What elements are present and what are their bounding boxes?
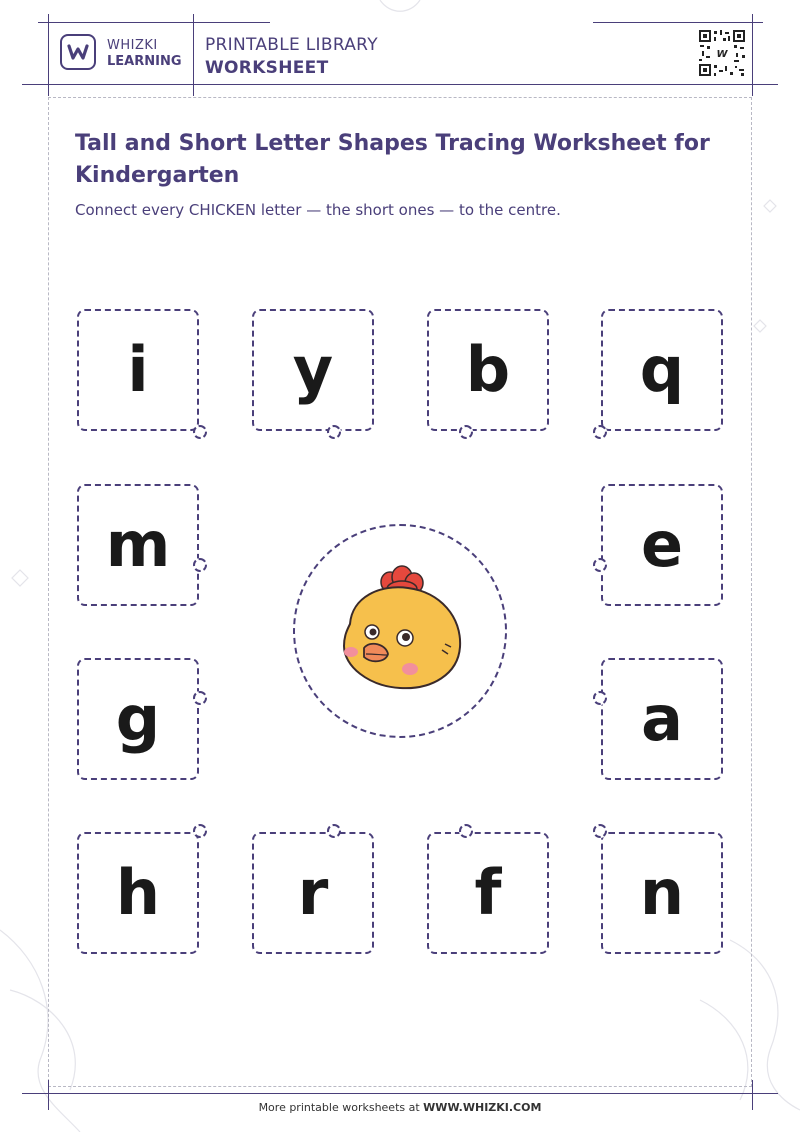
footer-rule — [22, 1093, 778, 1094]
footer — [0, 1101, 800, 1114]
footer-text: More printable worksheets at — [258, 1101, 420, 1114]
letter: m — [105, 508, 171, 581]
connector-dot[interactable] — [193, 425, 207, 439]
library-label: PRINTABLE LIBRARY — [205, 35, 378, 55]
connector-dot[interactable] — [593, 558, 607, 572]
header-rule-right — [752, 14, 753, 96]
connector-dot[interactable] — [193, 558, 207, 572]
footer-link[interactable]: WWW.WHIZKI.COM — [423, 1101, 542, 1114]
letter: n — [639, 856, 685, 929]
letter: b — [465, 333, 511, 406]
letter: e — [640, 508, 684, 581]
connector-dot[interactable] — [327, 425, 341, 439]
letter: h — [115, 856, 161, 929]
letter: y — [292, 333, 334, 406]
letter: r — [297, 856, 329, 929]
connector-dot[interactable] — [593, 691, 607, 705]
brand-name: WHIZKI — [107, 38, 158, 53]
letter: g — [115, 682, 161, 755]
qr-code-icon[interactable] — [697, 28, 747, 78]
connector-dot[interactable] — [459, 425, 473, 439]
header-rule-top-left — [38, 22, 270, 23]
connector-dot[interactable] — [593, 425, 607, 439]
letter-card[interactable] — [601, 484, 723, 606]
w-logo-icon — [67, 42, 89, 62]
header-rule-top-right — [593, 22, 763, 23]
letter-card[interactable] — [427, 309, 549, 431]
header-rule-bottom — [22, 84, 778, 85]
worksheet-instruction: Connect every CHICKEN letter — the short ones — to the centre. — [75, 201, 561, 219]
connector-dot[interactable] — [593, 824, 607, 838]
letter: q — [639, 333, 685, 406]
chicken-icon — [330, 562, 470, 702]
brand-logo — [60, 34, 96, 70]
letter-card[interactable] — [601, 832, 723, 954]
letter-card[interactable] — [252, 832, 374, 954]
brand-subname: LEARNING — [107, 54, 182, 69]
letter: f — [474, 856, 502, 929]
letter-card[interactable] — [77, 484, 199, 606]
letter-card[interactable] — [77, 309, 199, 431]
letter-card[interactable] — [427, 832, 549, 954]
letter: i — [127, 333, 149, 406]
header-divider — [193, 14, 194, 96]
connector-dot[interactable] — [327, 824, 341, 838]
connector-dot[interactable] — [459, 824, 473, 838]
letter: a — [641, 682, 683, 755]
svg-text:W: W — [716, 49, 728, 60]
letter-card[interactable] — [601, 658, 723, 780]
section-label: WORKSHEET — [205, 58, 329, 78]
worksheet-title: Tall and Short Letter Shapes Tracing Worksheet for Kindergarten — [75, 131, 710, 188]
letter-card[interactable] — [77, 658, 199, 780]
connector-dot[interactable] — [193, 691, 207, 705]
header-rule-left — [48, 14, 49, 96]
letter-card[interactable] — [77, 832, 199, 954]
connector-dot[interactable] — [193, 824, 207, 838]
letter-card[interactable] — [601, 309, 723, 431]
letter-card[interactable] — [252, 309, 374, 431]
